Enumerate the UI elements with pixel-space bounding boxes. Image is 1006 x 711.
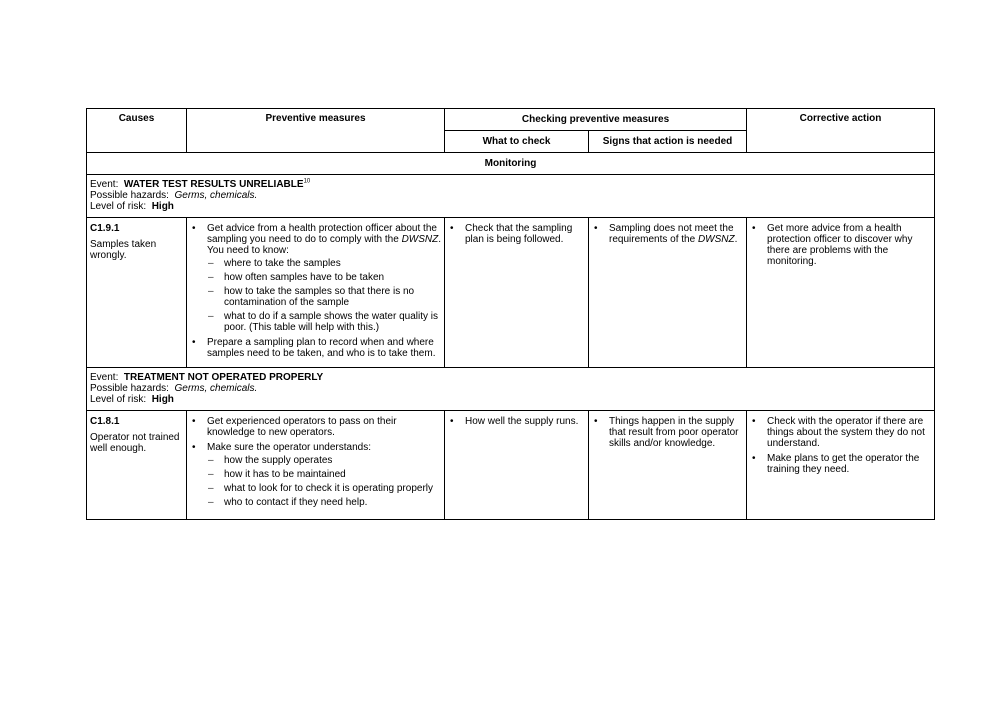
event-line: Event: WATER TEST RESULTS UNRELIABLE$^{10}$	[90, 178, 311, 190]
what-to-check-cell	[445, 218, 589, 368]
corrective-cell	[747, 411, 935, 520]
corrective-item: • Check with the operator if there are things about the system they do not understand.	[750, 416, 931, 449]
signs-item: • Sampling does not meet the requirements of the DWSNZ.	[592, 223, 743, 245]
what-to-check-cell	[445, 411, 589, 520]
header-corrective-action: Corrective action	[747, 109, 935, 153]
preventive-cell	[187, 411, 445, 520]
event-title: WATER TEST RESULTS UNRELIABLE	[123, 179, 304, 190]
preventive-item: • Get experienced operators to pass on their knowledge to new operators.	[190, 416, 441, 438]
hazards-line: Possible hazards: Germs, chemicals.	[90, 190, 258, 201]
risk-line: Level of risk: High	[90, 201, 174, 212]
header-signs-action-needed: Signs that action is needed	[589, 131, 747, 153]
sub-item: – how to take the samples so that there is no contamination of the sample	[207, 286, 441, 308]
event-info-treatment	[87, 368, 935, 411]
sub-item: – what to do if a sample shows the water quality is poor. (This table will help with this.)	[207, 311, 441, 333]
signs-cell	[589, 218, 747, 368]
corrective-cell	[747, 218, 935, 368]
preventive-item: • Make sure the operator understands: – how the supply operates – how it has to be maintained – what to look for to check it is operating properly – who to contact if they need help.	[190, 442, 441, 508]
preventive-item: • Prepare a sampling plan to record when and where samples need to be taken, and who is to take them.	[190, 337, 441, 359]
preventive-cell	[187, 218, 445, 368]
event-info-water-test	[87, 175, 935, 218]
event-line: Event: TREATMENT NOT OPERATED PROPERLY	[90, 372, 324, 383]
monitoring-row: Monitoring	[87, 153, 935, 175]
signs-cell	[589, 411, 747, 520]
check-item: • How well the supply runs.	[448, 416, 585, 427]
sub-item: – how it has to be maintained	[207, 469, 441, 480]
cause-text: Operator not trained well enough.	[90, 432, 180, 454]
cause-code: C1.8.1	[90, 416, 120, 427]
sub-item: – who to contact if they need help.	[207, 497, 441, 508]
footnote-marker: 10	[303, 178, 311, 185]
event-title: TREATMENT NOT OPERATED PROPERLY	[123, 372, 324, 383]
header-causes: Causes	[87, 109, 187, 153]
sub-item: – where to take the samples	[207, 258, 441, 269]
header-checking-preventive-measures: Checking preventive measures	[445, 109, 747, 131]
risk-management-table	[86, 108, 935, 520]
cause-cell	[87, 411, 187, 520]
signs-item: • Things happen in the supply that result from poor operator skills and/or knowledge.	[592, 416, 743, 449]
cause-text: Samples taken wrongly.	[90, 239, 157, 261]
hazards-line: Possible hazards: Germs, chemicals.	[90, 383, 258, 394]
preventive-item: • Get advice from a health protection officer about the sampling you need to do to comply with the DWSNZ. You need to know: – where to take the samples – how often samples have to be taken – how to take the samples so that there is no contamination of the sample – what to do if a sample shows the water quality is poor. (This table will help with this.)	[190, 223, 441, 333]
cause-cell	[87, 218, 187, 368]
header-what-to-check: What to check	[445, 131, 589, 153]
risk-line: Level of risk: High	[90, 394, 174, 405]
corrective-item: • Get more advice from a health protection officer to discover why there are problems with the monitoring.	[750, 223, 931, 267]
corrective-item: • Make plans to get the operator the training they need.	[750, 453, 931, 475]
sub-item: – how often samples have to be taken	[207, 272, 441, 283]
sub-item: – how the supply operates	[207, 455, 441, 466]
header-preventive-measures: Preventive measures	[187, 109, 445, 153]
check-item: • Check that the sampling plan is being followed.	[448, 223, 585, 245]
sub-item: – what to look for to check it is operating properly	[207, 483, 441, 494]
cause-code: C1.9.1	[90, 223, 120, 234]
